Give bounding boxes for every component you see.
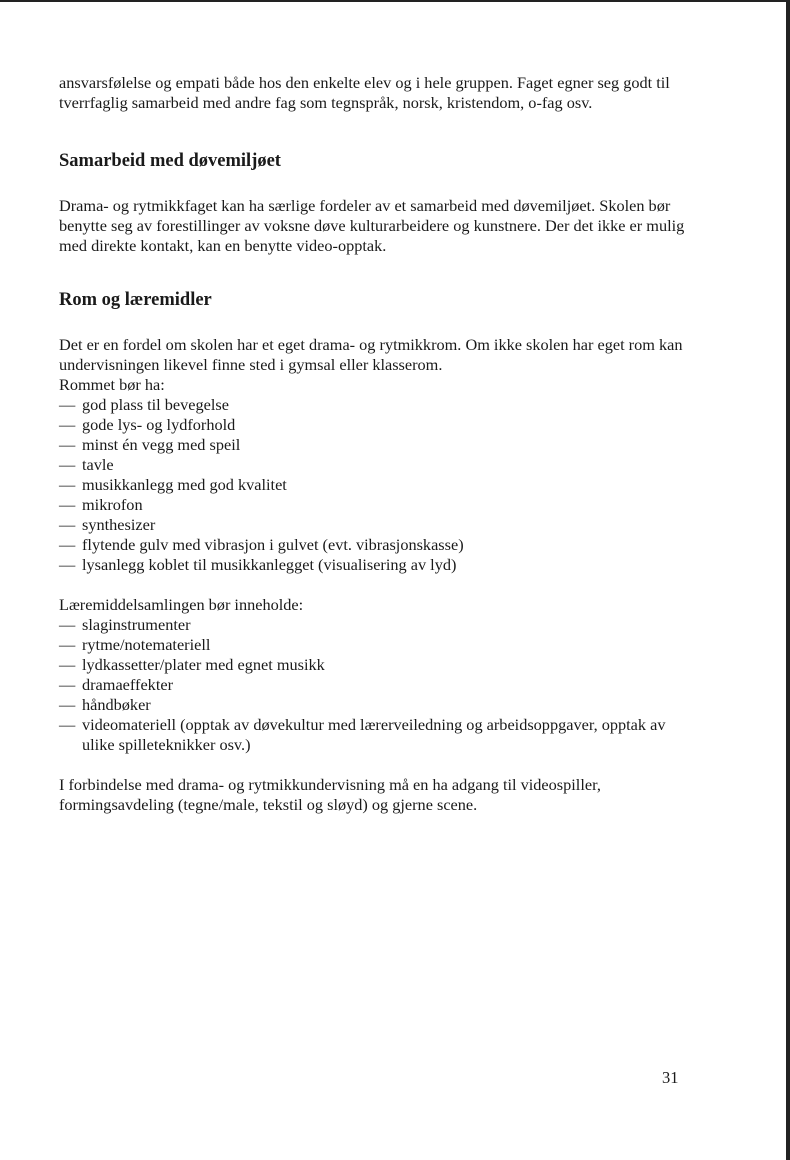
samarbeid-paragraph: Drama- og rytmikkfaget kan ha særlige fordeler av et samarbeid med døvemiljøet. Skolen bør benytte seg av forestillinger av voksne døve kulturarbeidere og kunstnere. Der det ikke er mulig med direkte kontakt, kan en benytte video-opptak. bbox=[59, 196, 685, 255]
list-item: — videomateriell (opptak av døvekultur med lærerveiledning og arbeidsoppgaver, opptak av ulike spilleteknikker osv.) bbox=[59, 715, 694, 755]
section-samarbeid bbox=[59, 150, 694, 256]
scan-edge-right bbox=[786, 0, 790, 1160]
list-item: — lydkassetter/plater med egnet musikk bbox=[59, 655, 694, 675]
list-item: — tavle bbox=[59, 455, 694, 475]
list-item: — rytme/notemateriell bbox=[59, 635, 694, 655]
list-item: — synthesizer bbox=[59, 515, 694, 535]
materials-list-intro: Læremiddelsamlingen bør inneholde: bbox=[59, 595, 304, 614]
closing-paragraph: I forbindelse med drama- og rytmikkundervisning må en ha adgang til videospiller, formingsavdeling (tegne/male, tekstil og sløyd) og gjerne scene. bbox=[59, 775, 601, 814]
list-item: — lysanlegg koblet til musikkanlegget (visualisering av lyd) bbox=[59, 555, 694, 575]
list-item: — minst én vegg med speil bbox=[59, 435, 694, 455]
list-item: — håndbøker bbox=[59, 695, 694, 715]
document-page bbox=[59, 73, 694, 815]
spacer bbox=[59, 575, 694, 595]
intro-paragraph: ansvarsfølelse og empati både hos den enkelte elev og i hele gruppen. Faget egner seg godt til tverrfaglig samarbeid med andre fag som tegnspråk, norsk, kristendom, o-fag osv. bbox=[59, 73, 670, 112]
list-item: — slaginstrumenter bbox=[59, 615, 694, 635]
scan-edge-top bbox=[0, 0, 790, 2]
materials-list bbox=[59, 615, 694, 755]
room-list-intro: Rommet bør ha: bbox=[59, 375, 165, 394]
room-requirements-list bbox=[59, 395, 694, 575]
list-item: — god plass til bevegelse bbox=[59, 395, 694, 415]
list-item: — mikrofon bbox=[59, 495, 694, 515]
section-heading-rom: Rom og læremidler bbox=[59, 290, 212, 310]
page-number: 31 bbox=[662, 1068, 679, 1087]
section-heading-samarbeid: Samarbeid med døvemiljøet bbox=[59, 151, 281, 171]
list-item: — gode lys- og lydforhold bbox=[59, 415, 694, 435]
list-item: — musikkanlegg med god kvalitet bbox=[59, 475, 694, 495]
list-item: — dramaeffekter bbox=[59, 675, 694, 695]
rom-paragraph: Det er en fordel om skolen har et eget drama- og rytmikkrom. Om ikke skolen har eget rom kan undervisningen likevel finne sted i gymsal eller klasserom. bbox=[59, 335, 683, 374]
section-rom-og-laeremidler bbox=[59, 289, 694, 815]
list-item: — flytende gulv med vibrasjon i gulvet (evt. vibrasjonskasse) bbox=[59, 535, 694, 555]
